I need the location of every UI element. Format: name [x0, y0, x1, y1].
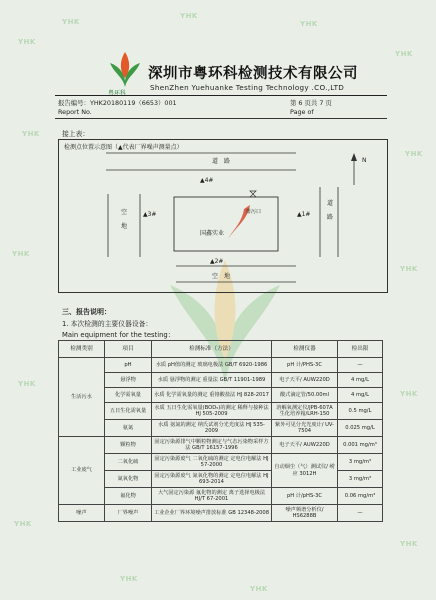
vacant-left-label: 空地 [121, 209, 128, 230]
watermark-text: YHK [395, 50, 413, 58]
table-header-row [59, 341, 383, 358]
item-cell: 厂界噪声 [105, 505, 152, 522]
watermark-text: YHK [400, 265, 418, 273]
item-cell: 氟化物 [105, 488, 152, 505]
limit-cell: 0.5 mg/L [338, 403, 383, 420]
watermark-text: YHK [300, 20, 318, 28]
item-cell: 五日生化需氧量 [105, 403, 152, 420]
method-cell: 水质 五日生化需氧量(BOD₅)的测定 稀释与接种法 HJ 505-2009 [152, 403, 272, 420]
company-name-en: ShenZhen Yuehuanke Testing Technology .CO.,LTD [150, 83, 345, 92]
watermark-text: YHK [18, 38, 36, 46]
monitoring-point-3: ▲3# [143, 211, 157, 218]
item-cell: pH [105, 358, 152, 373]
header-instrument: 检测仪器 [272, 341, 338, 358]
road-right-label: 道路 [327, 200, 334, 221]
header-category: 检测类别 [59, 341, 105, 358]
table-row [59, 373, 383, 388]
limit-cell: 0.06 mg/m³ [338, 488, 383, 505]
limit-cell: 3 mg/m³ [338, 471, 383, 488]
header-limit: 检出限 [338, 341, 383, 358]
instrument-cell: pH 计/PHS-3C [272, 358, 338, 373]
page-indicator-en: Page of [290, 108, 314, 116]
method-cell: 工业企业厂界环境噪声排放标准 GB 12348-2008 [152, 505, 272, 522]
instrument-cell: 酸式滴定管/50.00ml [272, 388, 338, 403]
table-row [59, 420, 383, 437]
table-row [59, 505, 383, 522]
table-row [59, 488, 383, 505]
item-cell: 氨氮 [105, 420, 152, 437]
company-name-cn: 深圳市粤环科检测技术有限公司 [148, 66, 358, 82]
limit-cell: 3 mg/m³ [338, 454, 383, 471]
table-row [59, 454, 383, 471]
table-row [59, 358, 383, 373]
north-label: N [362, 157, 367, 164]
method-cell: 水质 氨氮的测定 纳氏试剂分光光度法 HJ 535-2009 [152, 420, 272, 437]
item-cell: 化学需氧量 [105, 388, 152, 403]
item-cell: 颗粒物 [105, 437, 152, 454]
instrument-cell: 噪声频谱分析仪/ HS6288B [272, 505, 338, 522]
watermark-text: YHK [400, 390, 418, 398]
limit-cell: 0.001 mg/m³ [338, 437, 383, 454]
limit-cell: — [338, 505, 383, 522]
limit-cell: 4 mg/L [338, 373, 383, 388]
watermark-text: YHK [120, 575, 138, 583]
method-cell: 水质 pH值的测定 玻璃电极法 GB/T 6920-1986 [152, 358, 272, 373]
instrument-cell: 溶解氧测定仪/JPB-607A 生化培养箱/LRH-150 [272, 403, 338, 420]
report-number: 报告编号：YHK20180119（6653）001 [58, 99, 177, 107]
method-cell: 水质 化学需氧量的测定 重铬酸盐法 HJ 828-2017 [152, 388, 272, 403]
limit-cell: 0.025 mg/L [338, 420, 383, 437]
method-cell: 水质 悬浮物的测定 重量法 GB/T 11901-1989 [152, 373, 272, 388]
instrument-cell: 自动烟尘（气）测试仪/ 崂应 3012H [272, 454, 338, 488]
table-row [59, 388, 383, 403]
outlet-label: 排污口 [246, 209, 262, 215]
company-site-label: 国鑫实业 [200, 230, 225, 237]
logo-text: 粤环科 [108, 90, 127, 97]
header-method: 检测标准（方法） [152, 341, 272, 358]
continued-label: 接上表： [62, 130, 90, 138]
watermark-text: YHK [250, 585, 268, 593]
category-cell: 生活污水 [59, 358, 105, 437]
watermark-text: YHK [12, 250, 30, 258]
report-number-en: Report No. [58, 108, 92, 116]
method-cell: 大气固定污染源 氟化物的测定 离子选择电极法 HJ/T 67-2001 [152, 488, 272, 505]
section-subtitle: 1. 本次检测的主要仪器设备： [62, 320, 153, 328]
limit-cell: 4 mg/L [338, 388, 383, 403]
item-cell: 悬浮物 [105, 373, 152, 388]
watermark-text: YHK [400, 540, 418, 548]
table-row [59, 437, 383, 454]
header-divider [55, 95, 387, 96]
table-row [59, 403, 383, 420]
method-cell: 固定污染源排气中颗粒物测定与气态污染物采样方法 GB/T 16157-1996 [152, 437, 272, 454]
watermark-text: YHK [180, 12, 198, 20]
monitoring-point-1: ▲1# [297, 211, 311, 218]
header-divider-thin [55, 118, 387, 119]
monitoring-point-4: ▲4# [200, 177, 214, 184]
section-title: 三、报告说明： [62, 308, 111, 316]
instrument-cell: 电子天平/ AUW220D [272, 437, 338, 454]
site-map-title: 检测点位置示意图（▲代表厂界噪声测量点） [64, 144, 183, 151]
item-cell: 二氧化硫 [105, 454, 152, 471]
equipment-table [58, 340, 383, 522]
instrument-cell: 紫外可见分光光度计/ UV-7504 [272, 420, 338, 437]
monitoring-point-2: ▲2# [210, 258, 224, 265]
method-cell: 固定污染源废气 二氧化硫的测定 定电位电解法 HJ 57-2000 [152, 454, 272, 471]
page-indicator: 第 6 页共 7 页 [290, 99, 332, 107]
item-cell: 氮氧化物 [105, 471, 152, 488]
header-item: 项目 [105, 341, 152, 358]
limit-cell: — [338, 358, 383, 373]
watermark-text: YHK [62, 18, 80, 26]
category-cell: 工业废气 [59, 437, 105, 505]
watermark-text: YHK [18, 380, 36, 388]
watermark-text: YHK [14, 520, 32, 528]
category-cell: 噪声 [59, 505, 105, 522]
road-top-label: 道 路 [212, 158, 231, 165]
instrument-cell: 电子天平/ AUW220D [272, 373, 338, 388]
vacant-bottom-label: 空 地 [212, 273, 231, 280]
section-subtitle-en: Main equipment for the testing： [62, 331, 175, 339]
instrument-cell: pH 计/pHS-3C [272, 488, 338, 505]
company-logo-icon [108, 51, 142, 89]
watermark-text: YHK [22, 130, 40, 138]
watermark-text: YHK [405, 150, 423, 158]
method-cell: 固定污染源废气 氮氧化物的测定 定电位电解法 HJ 693-2014 [152, 471, 272, 488]
